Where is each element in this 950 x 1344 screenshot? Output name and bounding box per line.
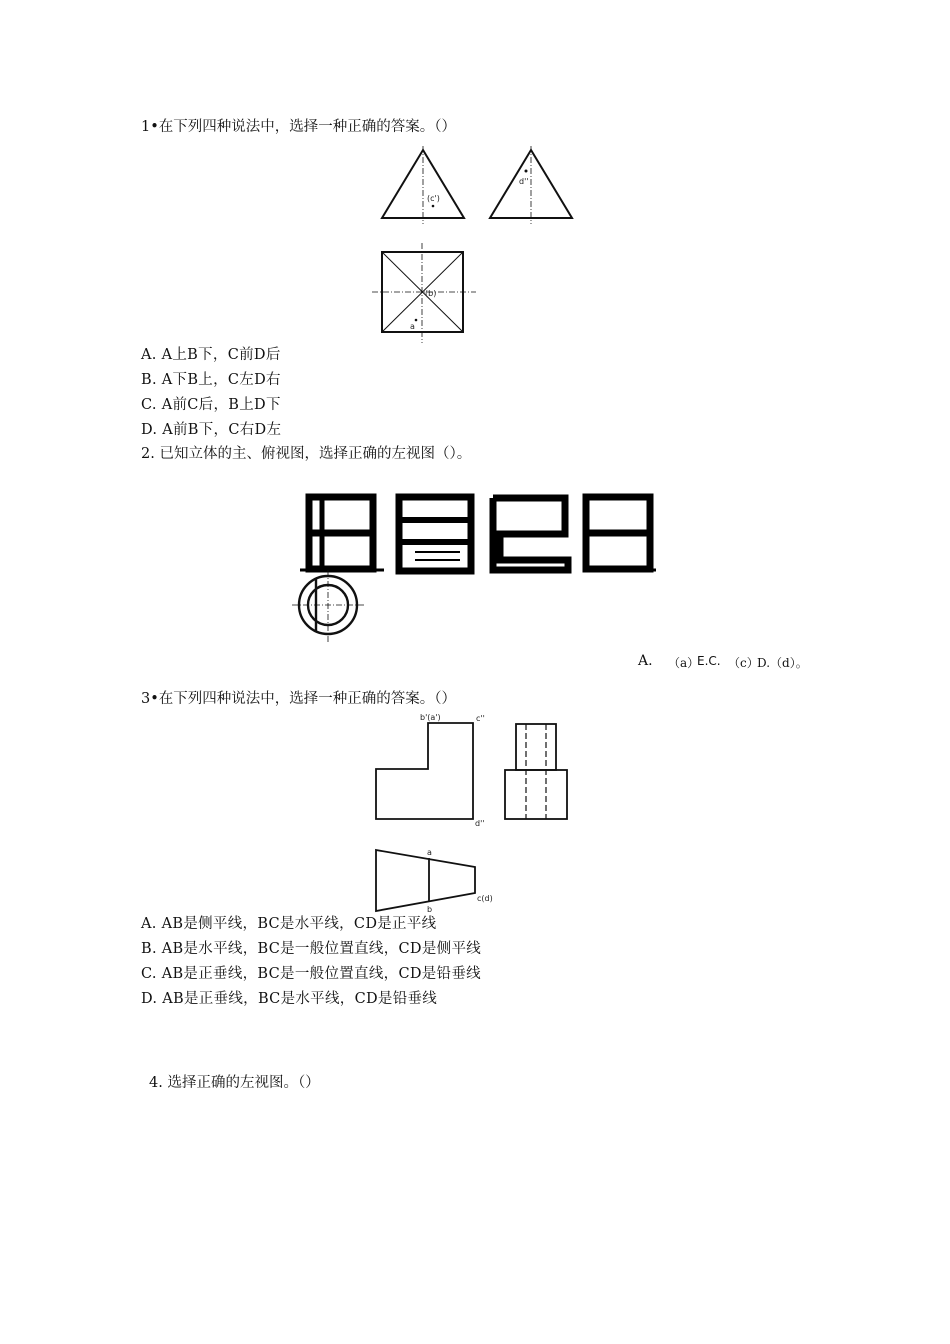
q2-answer-prefix: A. xyxy=(638,653,653,669)
q3-option-c: C. AB是正垂线，BC是一般位置直线，CD是铅垂线 xyxy=(141,966,481,982)
q1-side-view xyxy=(486,146,576,226)
q1-stem: 1•在下列四种说法中，选择一种正确的答案。（） xyxy=(141,119,457,135)
q3-label-cd: c(d) xyxy=(477,894,493,903)
q3-label-c: c'' xyxy=(476,714,485,723)
q1-label-b: (b) xyxy=(425,289,437,298)
q4-stem: 4. 选择正确的左视图。（） xyxy=(149,1075,320,1091)
q1-label-d: d'' xyxy=(519,177,529,186)
q3-label-d: d'' xyxy=(475,819,485,828)
q1-option-d: D. A前B下，C右D左 xyxy=(141,422,282,438)
q3-label-b: b xyxy=(427,905,433,914)
q3-label-a: a xyxy=(427,848,432,857)
q2-candidate-views xyxy=(300,490,660,578)
q2-answer-b: E.C. xyxy=(697,654,721,668)
q2-stem: 2. 已知立体的主、俯视图，选择正确的左视图（）。 xyxy=(141,446,472,462)
q2-answer-a: （a） xyxy=(668,656,700,670)
q1-option-b: B. A下B上，C左D右 xyxy=(141,372,281,388)
q3-stem: 3•在下列四种说法中，选择一种正确的答案。（） xyxy=(141,691,457,707)
q1-top-view xyxy=(372,243,476,343)
q1-option-c: C. A前C后，B上D下 xyxy=(141,397,281,413)
q1-label-a: a xyxy=(410,322,415,331)
q3-option-b: B. AB是水平线，BC是一般位置直线，CD是侧平线 xyxy=(141,941,482,957)
q2-answer-c: （c） xyxy=(728,656,759,670)
q2-view-b xyxy=(399,497,471,571)
q2-view-c xyxy=(493,498,568,570)
q2-answer-d: D.（d）。 xyxy=(757,656,808,670)
q1-option-a: A. A上B下，C前D后 xyxy=(141,347,281,363)
q3-option-d: D. AB是正垂线，BC是水平线，CD是铅垂线 xyxy=(141,991,438,1007)
q2-top-view-circle xyxy=(290,570,370,642)
q3-label-ba: b'(a') xyxy=(420,713,441,722)
q3-front-view xyxy=(372,710,498,830)
q3-side-view xyxy=(500,720,586,824)
q3-option-a: A. AB是侧平线，BC是水平线，CD是正平线 xyxy=(141,916,437,932)
q1-label-c: (c') xyxy=(427,194,440,203)
q1-front-view xyxy=(378,146,468,226)
q3-top-view xyxy=(370,845,504,915)
q2-view-d xyxy=(586,497,656,570)
q2-view-a xyxy=(300,497,384,570)
